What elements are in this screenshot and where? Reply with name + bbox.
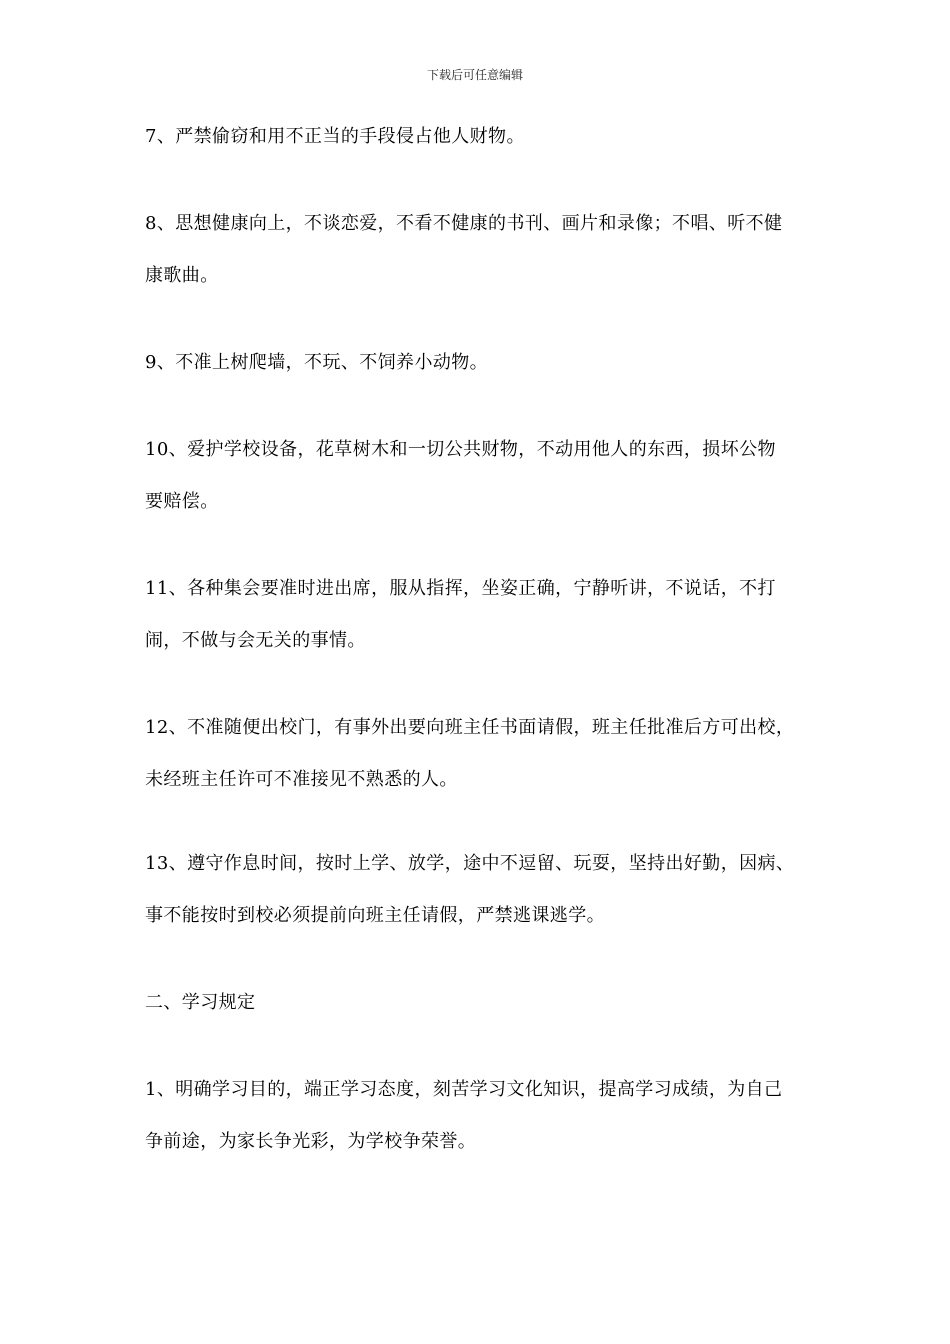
study-rule-1-line-1: 1、明确学习目的，端正学习态度，刻苦学习文化知识，提高学习成绩，为自己 xyxy=(145,1079,783,1100)
rule-12 xyxy=(145,702,817,806)
rule-9 xyxy=(145,337,817,389)
rule-10 xyxy=(145,424,817,528)
rule-11 xyxy=(145,563,817,667)
rule-13-line-1: 13、遵守作息时间，按时上学、放学，途中不逗留、玩耍，坚持出好勤，因病、 xyxy=(145,853,795,874)
header-note: 下载后可任意编辑 xyxy=(426,68,523,82)
rule-8-line-1: 8、思想健康向上，不谈恋爱，不看不健康的书刊、画片和录像；不唱、听不健 xyxy=(145,213,783,234)
rule-10-line-1: 10、爱护学校设备，花草树木和一切公共财物，不动用他人的东西，损坏公物 xyxy=(145,439,776,460)
rule-7 xyxy=(145,111,817,163)
rule-13 xyxy=(145,838,817,942)
rule-9-line-1: 9、不准上树爬墙，不玩、不饲养小动物。 xyxy=(145,352,489,373)
rule-13-line-2: 事不能按时到校必须提前向班主任请假，严禁逃课逃学。 xyxy=(145,905,605,926)
study-rule-1 xyxy=(145,1064,817,1168)
rule-8 xyxy=(145,198,817,302)
rule-12-line-1: 12、不准随便出校门，有事外出要向班主任书面请假，班主任批准后方可出校， xyxy=(145,717,795,738)
section-heading-study xyxy=(145,977,817,1029)
rule-11-line-2: 闹，不做与会无关的事情。 xyxy=(145,630,366,651)
rule-8-line-2: 康歌曲。 xyxy=(145,265,219,286)
rule-10-line-2: 要赔偿。 xyxy=(145,491,219,512)
study-rule-1-line-2: 争前途，为家长争光彩，为学校争荣誉。 xyxy=(145,1131,477,1152)
rule-11-line-1: 11、各种集会要准时进出席，服从指挥，坐姿正确，宁静听讲，不说话，不打 xyxy=(145,578,776,599)
section-heading-study-text: 二、学习规定 xyxy=(145,992,256,1013)
rule-12-line-2: 未经班主任许可不准接见不熟悉的人。 xyxy=(145,769,458,790)
rule-7-line-1: 7、严禁偷窃和用不正当的手段侵占他人财物。 xyxy=(145,126,525,147)
